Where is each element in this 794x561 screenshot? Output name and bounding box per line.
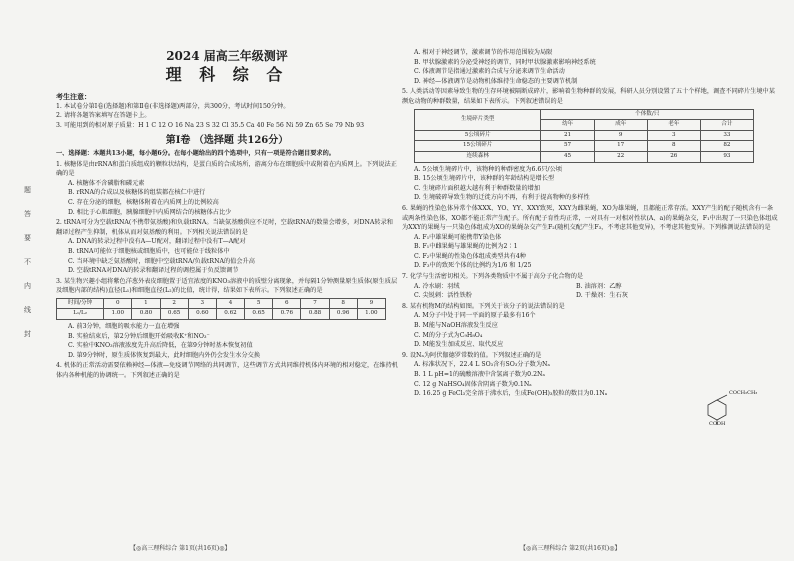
table-cell: 9 <box>594 130 647 141</box>
data-table <box>56 298 386 320</box>
structure-label: COOH <box>709 421 726 427</box>
table-cell: 21 <box>541 130 594 141</box>
question-stem: 2. tRNA可分为空载tRNA(不携带氨基酸)和负载tRNA。当缺氨基酸供应不足时，空载tRNA的数量会增多，对DNA转录和翻译过程产生抑制，机体从而对氨基酸的利用。下列相关说法错误的是 <box>56 219 393 236</box>
benzene-ring-icon <box>697 392 767 428</box>
option: B. 15公顷生境碎片中，该种群的年龄结构是增长型 <box>414 175 555 183</box>
part-title: 第Ⅰ卷 （选择题 共126分） <box>165 135 289 147</box>
option: A. M分子中处于同一平面的原子最多有16个 <box>414 312 536 320</box>
table-row <box>57 309 386 320</box>
option: D. 第9分钟时，原生质体恢复到最大，此时细胞内外仍会发生水分交换 <box>68 351 261 359</box>
question-stem: 8. 某有机物M的结构如图。下列关于该分子的说法错误的是 <box>402 302 565 310</box>
option: C. 体液调节是指通过激素的合成与分泌来调节生命活动 <box>414 68 565 76</box>
table-cell: 0.96 <box>329 309 357 320</box>
table-cell: 5公顷碎片 <box>415 130 541 141</box>
option: A. 相对于神经调节，激素调节的作用范围较为局限 <box>414 49 553 56</box>
right-page <box>402 10 779 399</box>
table-cell: L₁/L₂ <box>57 309 104 320</box>
option: D. 空载tRNA对DNA的转录和翻译过程的调控属于负反馈调节 <box>68 267 239 275</box>
section-intro: 一、选择题：本题共13小题，每小题6分。在每小题给出的四个选项中，只有一项是符合题目要求的。 <box>56 149 335 157</box>
exam-subtitle: 理 科 综 合 <box>165 65 289 84</box>
notice-item: 1. 本试卷分第Ⅰ卷(选择题)和第Ⅱ卷(非选择题)两部分，共300分，考试时间150分钟。 <box>56 102 290 110</box>
table-cell: 45 <box>541 151 594 162</box>
option: C. F₂中果蝇的性染色体组成类型共有4种 <box>414 252 526 260</box>
table-cell: 33 <box>700 130 753 141</box>
table-cell: 成年 <box>594 120 647 131</box>
option: A. 标准状况下，22.4 L SO₃含有SO₃分子数为Nₐ <box>414 361 550 369</box>
notice-item: 3. 可能用到的相对原子质量：H 1 C 12 O 16 Na 23 S 32 Cl 35.5 Ca 40 Fe 56 Ni 59 Zn 65 Se 79 Nb 93 <box>56 121 365 129</box>
structure-formula-m <box>697 392 767 428</box>
option: D. 16.25 g FeCl₃完全溶于沸水后，生成Fe(OH)₃胶粒的数目为0.1Nₐ <box>414 390 608 398</box>
option: B. 实验结束后，第2分钟后细胞开始吸收K⁺和NO₃⁻ <box>68 332 210 340</box>
table-cell: 5 <box>245 298 273 309</box>
option: D. M能发生加成反应、取代反应 <box>414 341 504 349</box>
table-cell: 0.76 <box>273 309 301 320</box>
option: A. 冷水刷：羽绒 <box>414 282 460 290</box>
table-row <box>415 130 754 141</box>
table-cell: 22 <box>594 151 647 162</box>
question-3 <box>56 277 398 361</box>
option: C. 当环境中缺乏氨基酸时，细胞中空载tRNA/负载tRNA的值会升高 <box>68 257 255 265</box>
option: D. F₃中的致死个体的比例约为1/6 和 1/25 <box>414 262 532 270</box>
page-footer: 【◎高三理科综合 第1页(共16页)◎】 <box>130 545 231 552</box>
table-cell: 0.88 <box>301 309 329 320</box>
question-7 <box>402 272 779 301</box>
data-table <box>414 109 754 163</box>
table-cell: 93 <box>700 151 753 162</box>
option: C. 尖锐刺：活性铁粉 <box>414 292 472 300</box>
notice-heading: 考生注意： <box>56 92 91 101</box>
seal-line-sidebar <box>24 185 36 355</box>
table-cell: 1.00 <box>357 309 385 320</box>
option: A. F₁中雄果蝇可能携带Y染色体 <box>414 233 502 241</box>
table-row <box>415 151 754 162</box>
table-cell: 4 <box>216 298 244 309</box>
sidebar-char: 封 <box>24 330 31 338</box>
sidebar-char: 不 <box>24 258 31 266</box>
table-cell: 0.80 <box>132 309 160 320</box>
table-cell: 3 <box>647 130 700 141</box>
sidebar-char: 题 <box>24 186 31 194</box>
table-cell: 6 <box>273 298 301 309</box>
left-page <box>56 10 398 381</box>
table-cell: 老年 <box>647 120 700 131</box>
table-cell: 3 <box>188 298 216 309</box>
table-cell: 0.62 <box>216 309 244 320</box>
option: A. 5公顷生境碎片中，该物种的种群密度为6.6只/公顷 <box>414 165 563 173</box>
table-row <box>415 109 754 120</box>
table-cell: 0.60 <box>188 309 216 320</box>
option: C. 12 g NaHSO₄固体含阴离子数为0.1Nₐ <box>414 380 532 388</box>
table-cell: 17 <box>594 141 647 152</box>
option: C. 存在分泌的细胞，核糖体附着在内质网上的比例较高 <box>68 198 219 206</box>
table-cell: 8 <box>329 298 357 309</box>
question-1 <box>56 160 398 218</box>
table-cell: 8 <box>647 141 700 152</box>
table-row <box>57 298 386 309</box>
table-row <box>415 141 754 152</box>
sidebar-char: 答 <box>24 210 31 218</box>
option: D. 生境破碎导致生物的迁徙方向不再，有利于提高物种的多样性 <box>414 194 590 202</box>
question-stem: 6. 果蝇的性染色体异常个体XXX、YO、YY、XXY致死，XXY为雌果蝇，XO为雄果蝇，且都能正常存活。XXY产生的配子随机含有一条或两条性染色体，XO都不能正常产生配子。所有配子育性均正常，一对具有一对相对性状(A、a)的果蝇杂交，F₁中出现了一只染色体组成为XXY的果蝇与一只染色体组成为XO的果蝇杂交产生F₂(随机交配产生F₃，不考虑其他变异)，不考虑其他变异。下列推测说法错误的是 <box>402 204 778 232</box>
option: A. 核糖体不含磷脂和磷元素 <box>68 179 145 187</box>
option: D. 相比于心肌细胞，胰腺细胞中内质网结合的核糖体占比少 <box>68 208 232 216</box>
table-cell: 生境碎片类型 <box>415 109 541 130</box>
question-4-stem: 4. 机体的正常活动需要依赖神经—体液—免疫调节网络的共同调节，这些调节方式共同维持机体内环境的相对稳定，在维持机体内各种机能的协调统一。下列叙述正确的是 <box>56 362 398 380</box>
question-stem: 7. 化学与生活密切相关。下列各类物质中不属于高分子化合物的是 <box>402 273 584 281</box>
question-stem: 5. 人类活动等因素导致生物的生存环境被隔断成碎片，影响着生物种群的发展，科研人员分别设置了五十个样地，调查不同碎片生境中某濒危动物的种群数量，结果如下表所示。下列叙述错误的是 <box>402 88 775 105</box>
option: C. 实验中KNO₃溶液浓度先升高后降低，在第9分钟时基本恢复初值 <box>68 342 253 350</box>
table-cell: 时间/分钟 <box>57 298 104 309</box>
question-6 <box>402 204 779 271</box>
sidebar-char: 要 <box>24 234 31 242</box>
table-cell: 合计 <box>700 120 753 131</box>
table-cell: 15公顷碎片 <box>415 141 541 152</box>
question-stem: 3. 某生物兴趣小组将紫色洋葱外表皮细胞置于适宜浓度的KNO₃溶液中的质壁分离现象，并每隔1分钟测量原生质体(原生质层及细胞内部的结构)直径(L₁)和细胞直径(L₂)的比值，统计得，结果如下表所示。下列叙述正确的是 <box>56 277 398 295</box>
option: A. 前3分钟，细胞的吸水能力一直在增强 <box>68 323 180 331</box>
table-cell: 7 <box>301 298 329 309</box>
table-cell: 2 <box>160 298 188 309</box>
question-2 <box>56 218 398 276</box>
question-stem: 1. 核糖体是由rRNA和蛋白质组成的颗粒状结构，是蛋白质的合成场所，游离分布在细胞质中或附着在内质网上。下列说法正确的是 <box>56 160 397 178</box>
option: B. 油溶剂：乙醇 <box>576 282 622 290</box>
option: B. 1 L pH=1的硫酸溶液中含氢离子数为0.2Nₐ <box>414 371 545 378</box>
table-cell: 0.65 <box>245 309 273 320</box>
table-cell: 连续森林 <box>415 151 541 162</box>
question-8 <box>402 302 779 350</box>
option: B. 甲状腺激素的分泌受神经的调节，同时甲状腺激素影响神经系统 <box>414 58 596 66</box>
table-cell: 1 <box>132 298 160 309</box>
sidebar-char: 内 <box>24 282 31 290</box>
sidebar-char: 线 <box>24 306 31 314</box>
table-cell: 0 <box>104 298 132 309</box>
table-cell: 57 <box>541 141 594 152</box>
option: D. 神经—体液调节是动物机体维持生命稳态的主要调节机制 <box>414 77 578 85</box>
table-cell: 26 <box>647 151 700 162</box>
exam-title: 2024 届高三年级测评 <box>166 49 288 63</box>
table-cell: 1.00 <box>104 309 132 320</box>
option: B. rRNA的合成以及核糖体的组装都在核仁中进行 <box>68 189 206 197</box>
table-cell: 0.65 <box>160 309 188 320</box>
table-cell: 82 <box>700 141 753 152</box>
question-stem: 9. 设Nₐ为阿伏伽德罗常数的值。下列叙述正确的是 <box>402 351 542 359</box>
page-footer: 【◎高三理科综合 第2页(共16页)◎】 <box>520 545 621 552</box>
option: B. F₁中雌果蝇与雄果蝇的比例为2∶1 <box>414 243 518 251</box>
table-cell: 幼年 <box>541 120 594 131</box>
option: C. 生境碎片面积越大越有利于种群数量的增加 <box>414 184 541 192</box>
option: C. M的分子式为C₉H₈O₄ <box>414 331 483 339</box>
option: D. 干燥剂：生石灰 <box>576 292 628 300</box>
table-cell: 9 <box>357 298 385 309</box>
option: B. tRNA可能位于细胞核或细胞质中，也可能位于线粒体中 <box>68 247 230 255</box>
notice-item: 2. 请将各题答案填写在答题卡上。 <box>56 112 151 120</box>
option: A. DNA的转录过程中没有A—U配对，翻译过程中没有T—A配对 <box>68 238 246 246</box>
option: B. M能与NaOH溶液发生反应 <box>414 322 498 330</box>
table-cell: 个体数/只 <box>541 109 754 120</box>
question-5 <box>402 87 779 203</box>
structure-label: COCH₂CH₃ <box>729 390 758 396</box>
